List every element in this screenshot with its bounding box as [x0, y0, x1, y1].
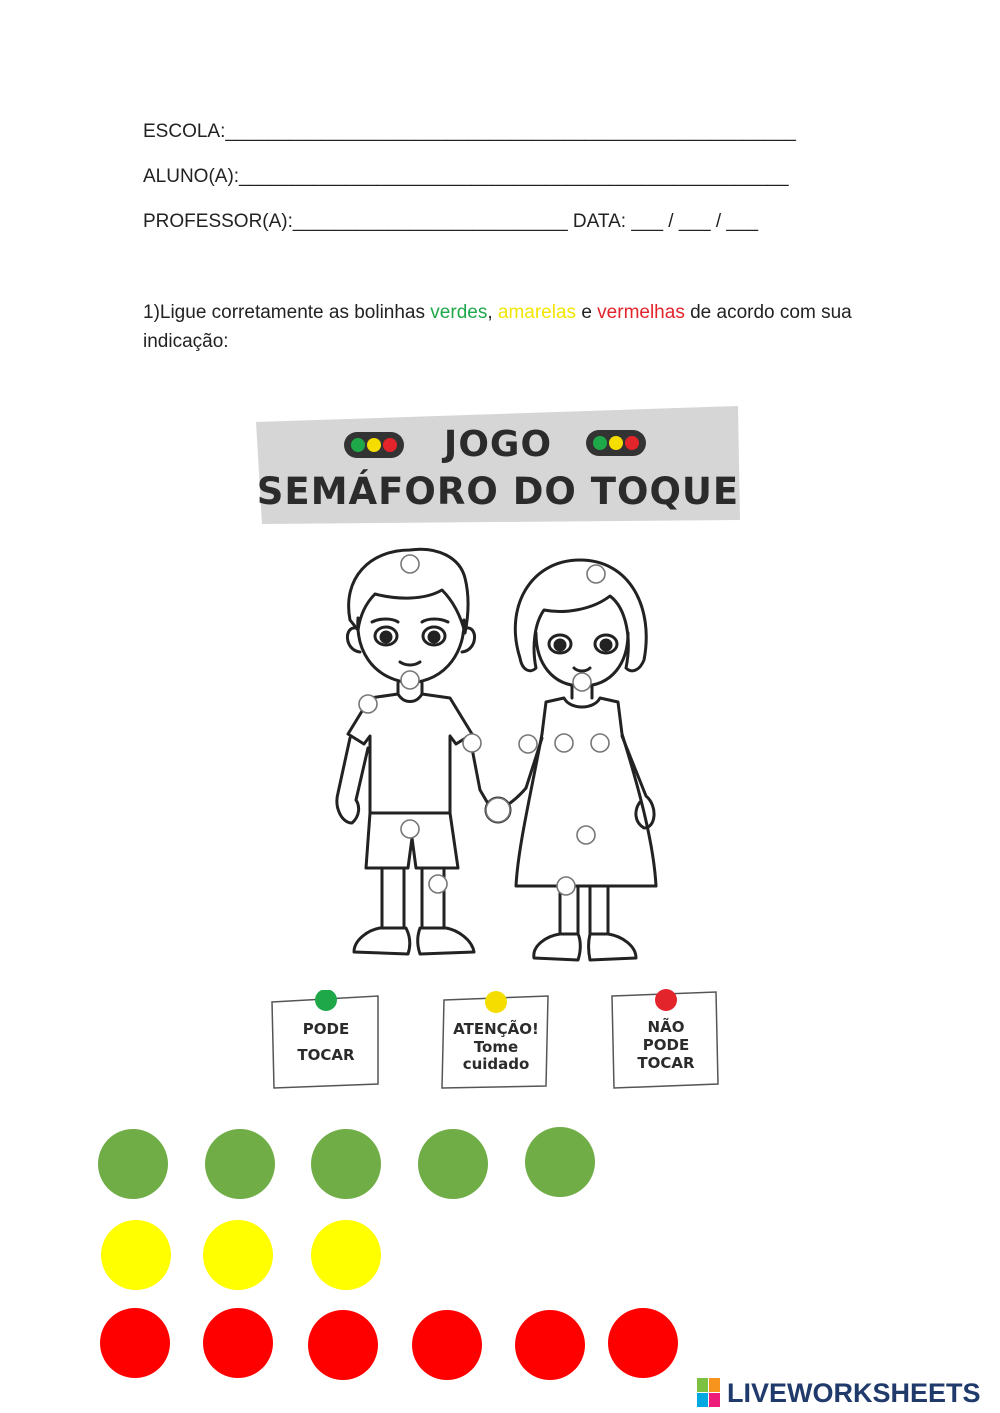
- sign-text-2: PODE: [642, 1036, 690, 1054]
- sign-text-1: PODE: [302, 1020, 350, 1038]
- yellow-dot[interactable]: [311, 1220, 381, 1290]
- sign-text-3: TOCAR: [637, 1054, 695, 1072]
- liveworksheets-logo-icon: [697, 1378, 721, 1408]
- sign-pode-tocar: [270, 990, 382, 1090]
- question-lead: 1)Ligue corretamente as bolinhas: [143, 302, 431, 323]
- red-dot[interactable]: [203, 1308, 273, 1378]
- banner-title-line2: SEMÁFORO DO TOQUE: [256, 470, 740, 513]
- green-light-icon: [315, 990, 337, 1011]
- student-field: ALUNO(A):____________________________________________________: [143, 166, 789, 187]
- question-green-word: verdes: [430, 302, 488, 323]
- sign-card: [270, 990, 382, 1090]
- green-dot[interactable]: [98, 1129, 168, 1199]
- green-dot[interactable]: [418, 1129, 488, 1199]
- sign-atencao: [440, 990, 552, 1090]
- teacher-date-field: PROFESSOR(A):__________________________ DATA: ___ / ___ / ___: [143, 211, 759, 232]
- sign-nao-pode-tocar: [610, 988, 722, 1090]
- logo-text: LIVEWORKSHEETS: [727, 1377, 981, 1408]
- red-dot[interactable]: [515, 1310, 585, 1380]
- red-light-icon: [655, 989, 677, 1011]
- children-illustration: [320, 538, 680, 978]
- yellow-dot[interactable]: [203, 1220, 273, 1290]
- red-dot[interactable]: [308, 1310, 378, 1380]
- game-banner: [254, 404, 742, 524]
- green-dot[interactable]: [525, 1127, 595, 1197]
- question-sep: ,: [487, 302, 498, 323]
- sign-text-1: ATENÇÃO!: [453, 1020, 539, 1038]
- banner-title-line1: JOGO: [443, 424, 553, 465]
- question-yellow-word: amarelas: [497, 302, 577, 323]
- school-field: ESCOLA:______________________________________________________: [143, 121, 796, 142]
- question-red-word: vermelhas: [597, 302, 685, 323]
- question-text: [143, 298, 863, 356]
- sign-text-2: Tome: [473, 1038, 519, 1056]
- green-dot[interactable]: [205, 1129, 275, 1199]
- yellow-dot[interactable]: [101, 1220, 171, 1290]
- liveworksheets-logo: [697, 1376, 981, 1410]
- red-dot[interactable]: [412, 1310, 482, 1380]
- yellow-light-icon: [485, 991, 507, 1013]
- sign-text-1: NÃO: [647, 1018, 685, 1036]
- green-dot[interactable]: [311, 1129, 381, 1199]
- question-tail: de acordo com sua indicação:: [143, 302, 852, 352]
- sign-text-3: cuidado: [462, 1055, 530, 1073]
- sign-text-2: TOCAR: [297, 1046, 355, 1064]
- question-sep: e: [576, 302, 598, 323]
- red-dot[interactable]: [608, 1308, 678, 1378]
- red-dot[interactable]: [100, 1308, 170, 1378]
